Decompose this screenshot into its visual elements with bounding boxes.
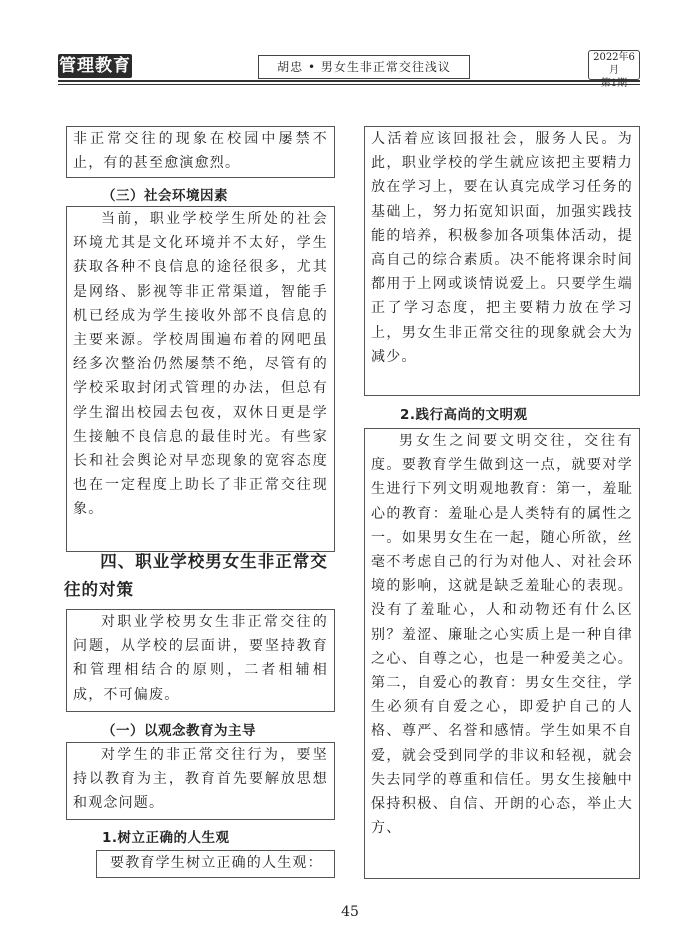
left-paragraph-3-text: 对职业学校男女生非正常交往的问题，从学校的层面讲，要坚持教育和管理相结合的原则，二者相辅相成，不可偏废。 [73, 614, 328, 703]
running-title: 胡忠 • 男女生非正常交往浅议 [258, 55, 470, 79]
left-paragraph-4 [66, 742, 335, 820]
chapter-4-heading: 四、职业学校男女生非正常交往的对策 [64, 552, 328, 599]
left-paragraph-4-text: 对学生的非正常交往行为，要坚持以教育为主，教育首先要解放思想和观念问题。 [73, 747, 328, 812]
left-paragraph-2 [66, 206, 335, 552]
left-paragraph-5 [96, 850, 335, 878]
right-paragraph-1 [364, 126, 640, 396]
left-paragraph-1-text: 非正常交往的现象在校园中屡禁不止，有的甚至愈演愈烈。 [73, 131, 328, 172]
left-paragraph-2-text: 当前，职业学校学生所处的社会环境尤其是文化环境并不太好，学生获取各种不良信息的途径很多，尤其是网络、影视等非正常渠道，智能手机已经成为学生接收外部不良信息的主要来源。学校周围遍布着的网吧虽经多次整治仍然屡禁不绝，尽管有的学校采取封闭式管理的办法，但总有学生溜出校园去包夜，双休日更是学生接触不良信息的最佳时光。有些家长和社会舆论对早恋现象的宽容态度也在一定程度上助长了非正常交往现象。 [73, 211, 328, 518]
issue-year-month: 2022年6月 [593, 52, 635, 76]
subsection-1-heading: 1.树立正确的人生观 [102, 830, 230, 846]
left-paragraph-3 [66, 609, 335, 712]
left-paragraph-1 [66, 126, 335, 178]
section-1-heading: （一）以观念教育为主导 [102, 723, 256, 739]
page-number: 45 [341, 904, 359, 920]
left-paragraph-5-text: 要教育学生树立正确的人生观： [110, 855, 323, 871]
journal-logo: 管理教育 [59, 56, 131, 76]
right-paragraph-2-text: 男女生之间要文明交往，交往有度。要教育学生做到这一点，就要对学生进行下列文明观地教育：第一，羞耻心的教育：羞耻心是人类特有的属性之一。如果男女生在一起，随心所欲，丝毫不考虑自己的行为对他人、对社会环境的影响，这就是缺乏羞耻心的表现。没有了羞耻心，人和动物还有什么区别？羞涩、廉耻之心实质上是一种自律之心、自尊之心，也是一种爱美之心。第二，自爱心的教育：男女生交往，学生必须有自爱之心，即爱护自己的人格、尊严、名誉和感情。学生如果不自爱，就会受到同学的非议和轻视，就会失去同学的尊重和信任。男女生接触中保持积极、自信、开朗的心态，举止大方、 [371, 433, 633, 837]
subsection-2-heading: 2.践行高尚的文明观 [400, 407, 528, 423]
section-3-heading: （三）社会环境因素 [102, 188, 228, 204]
right-paragraph-1-text: 人活着应该回报社会，服务人民。为此，职业学校的学生就应该把主要精力放在学习上，要在认真完成学习任务的基础上，努力拓宽知识面，加强实践技能的培养，积极参加各项集体活动，提高自己的综合素质。决不能将课余时间都用于上网或谈情说爱上。只要学生端正了学习态度，把主要精力放在学习上，男女生非正常交往的现象就会大为减少。 [371, 131, 633, 365]
header-rule [58, 80, 640, 82]
right-paragraph-2 [364, 428, 640, 879]
issue-box [588, 50, 640, 80]
header-rule-thin [58, 84, 640, 85]
